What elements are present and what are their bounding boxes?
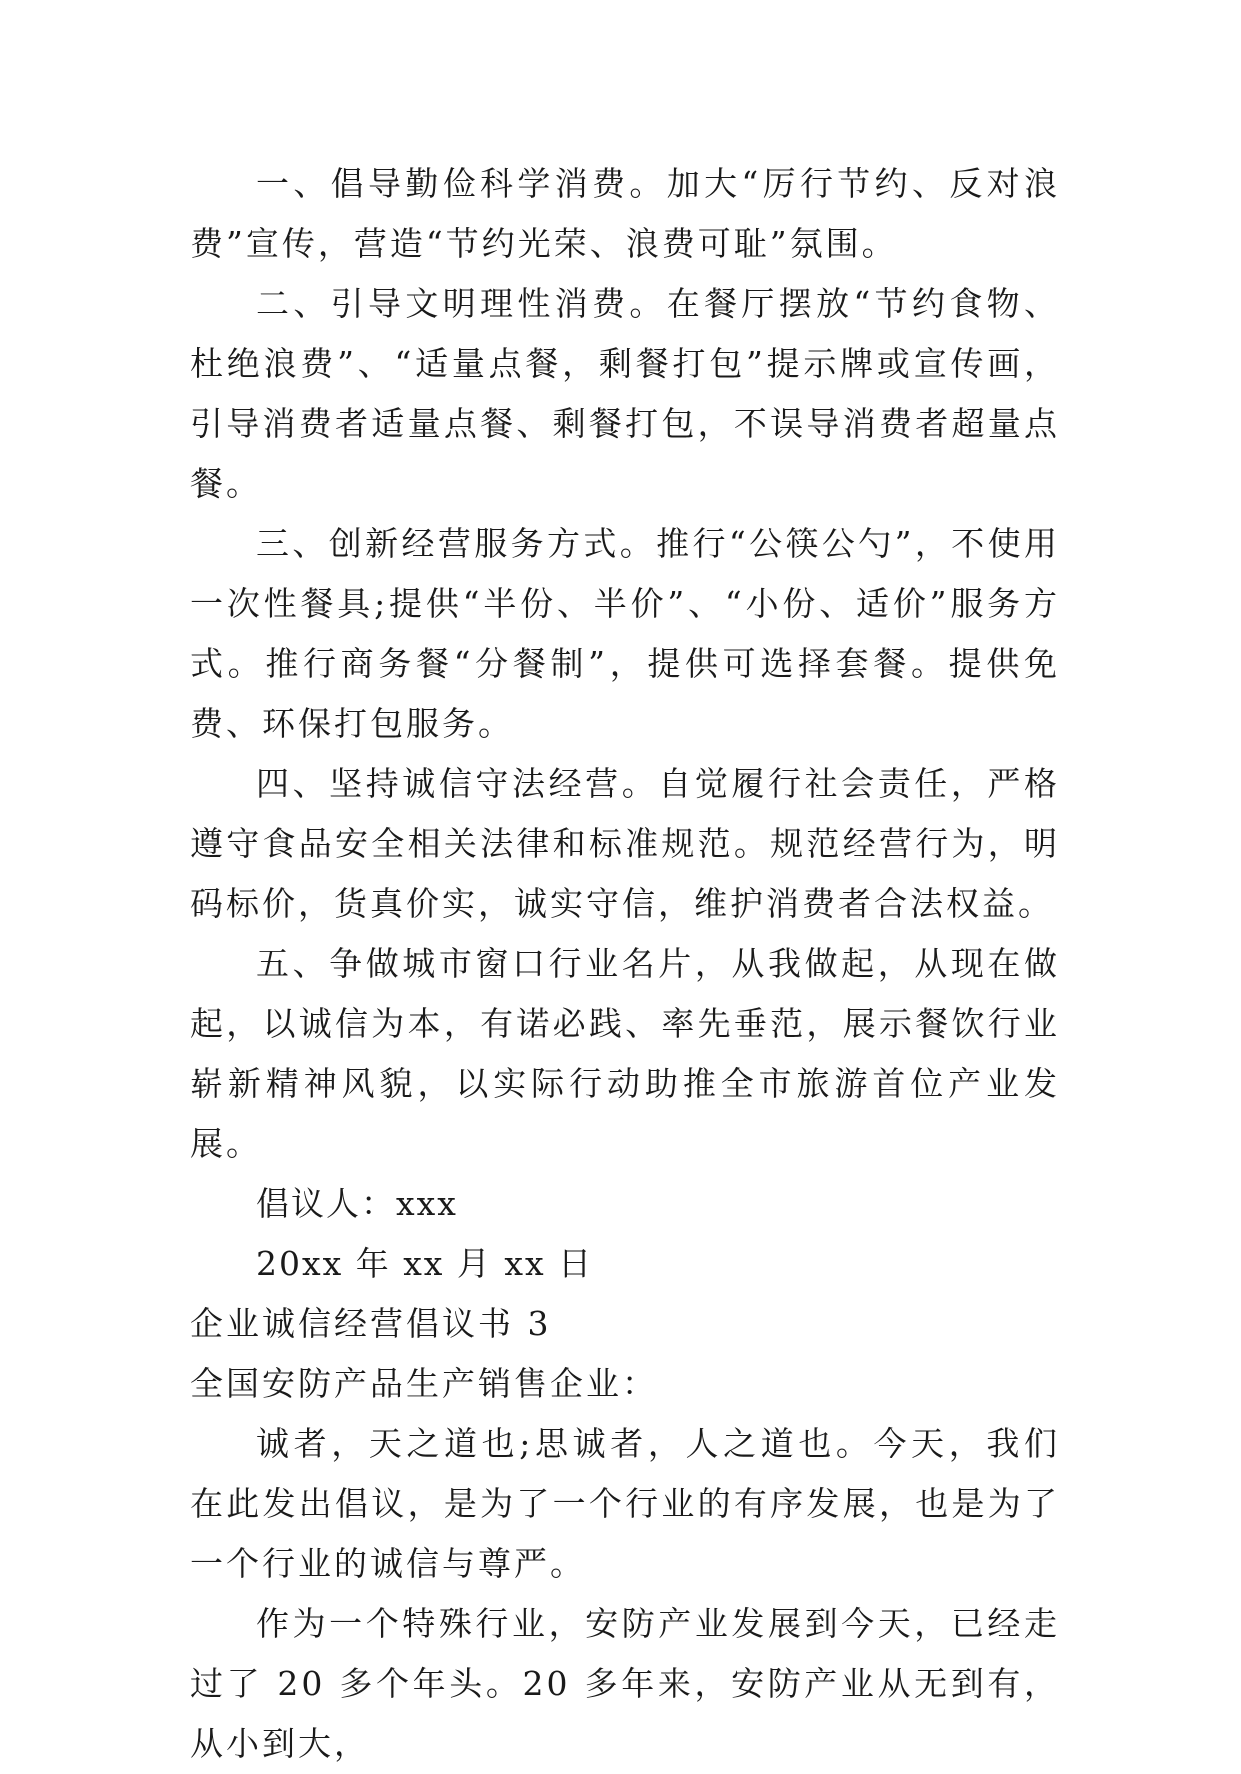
paragraph-4: 四、坚持诚信守法经营。自觉履行社会责任，严格遵守食品安全相关法律和标准规范。规范经营行为，明码标价，货真价实，诚实守信，维护消费者合法权益。: [190, 764, 1060, 923]
paragraph-1: 一、倡导勤俭科学消费。加大“厉行节约、反对浪费”宣传，营造“节约光荣、浪费可耻”氛围。: [190, 164, 1060, 263]
section-title: 企业诚信经营倡议书 3: [190, 1304, 552, 1343]
signature-date: 20xx 年 xx 月 xx 日: [256, 1244, 594, 1283]
body-paragraph-1: 诚者，天之道也;思诚者，人之道也。今天，我们在此发出倡议，是为了一个行业的有序发展，也是为了一个行业的诚信与尊严。: [190, 1424, 1060, 1583]
paragraph-5: 五、争做城市窗口行业名片，从我做起，从现在做起，以诚信为本，有诺必践、率先垂范，展示餐饮行业崭新精神风貌，以实际行动助推全市旅游首位产业发展。: [190, 944, 1060, 1163]
salutation: 全国安防产品生产销售企业：: [190, 1364, 658, 1403]
paragraph-3: 三、创新经营服务方式。推行“公筷公勺”，不使用一次性餐具;提供“半份、半价”、“小份、适价”服务方式。推行商务餐“分餐制”，提供可选择套餐。提供免费、环保打包服务。: [190, 524, 1060, 743]
paragraph-2: 二、引导文明理性消费。在餐厅摆放“节约食物、杜绝浪费”、“适量点餐，剩餐打包”提示牌或宣传画，引导消费者适量点餐、剩餐打包，不误导消费者超量点餐。: [190, 284, 1060, 503]
document-page: [190, 154, 1060, 1774]
signature-proposer: 倡议人：xxx: [256, 1184, 458, 1223]
body-paragraph-2: 作为一个特殊行业，安防产业发展到今天，已经走过了 20 多个年头。20 多年来，安防产业从无到有，从小到大，: [190, 1604, 1060, 1763]
